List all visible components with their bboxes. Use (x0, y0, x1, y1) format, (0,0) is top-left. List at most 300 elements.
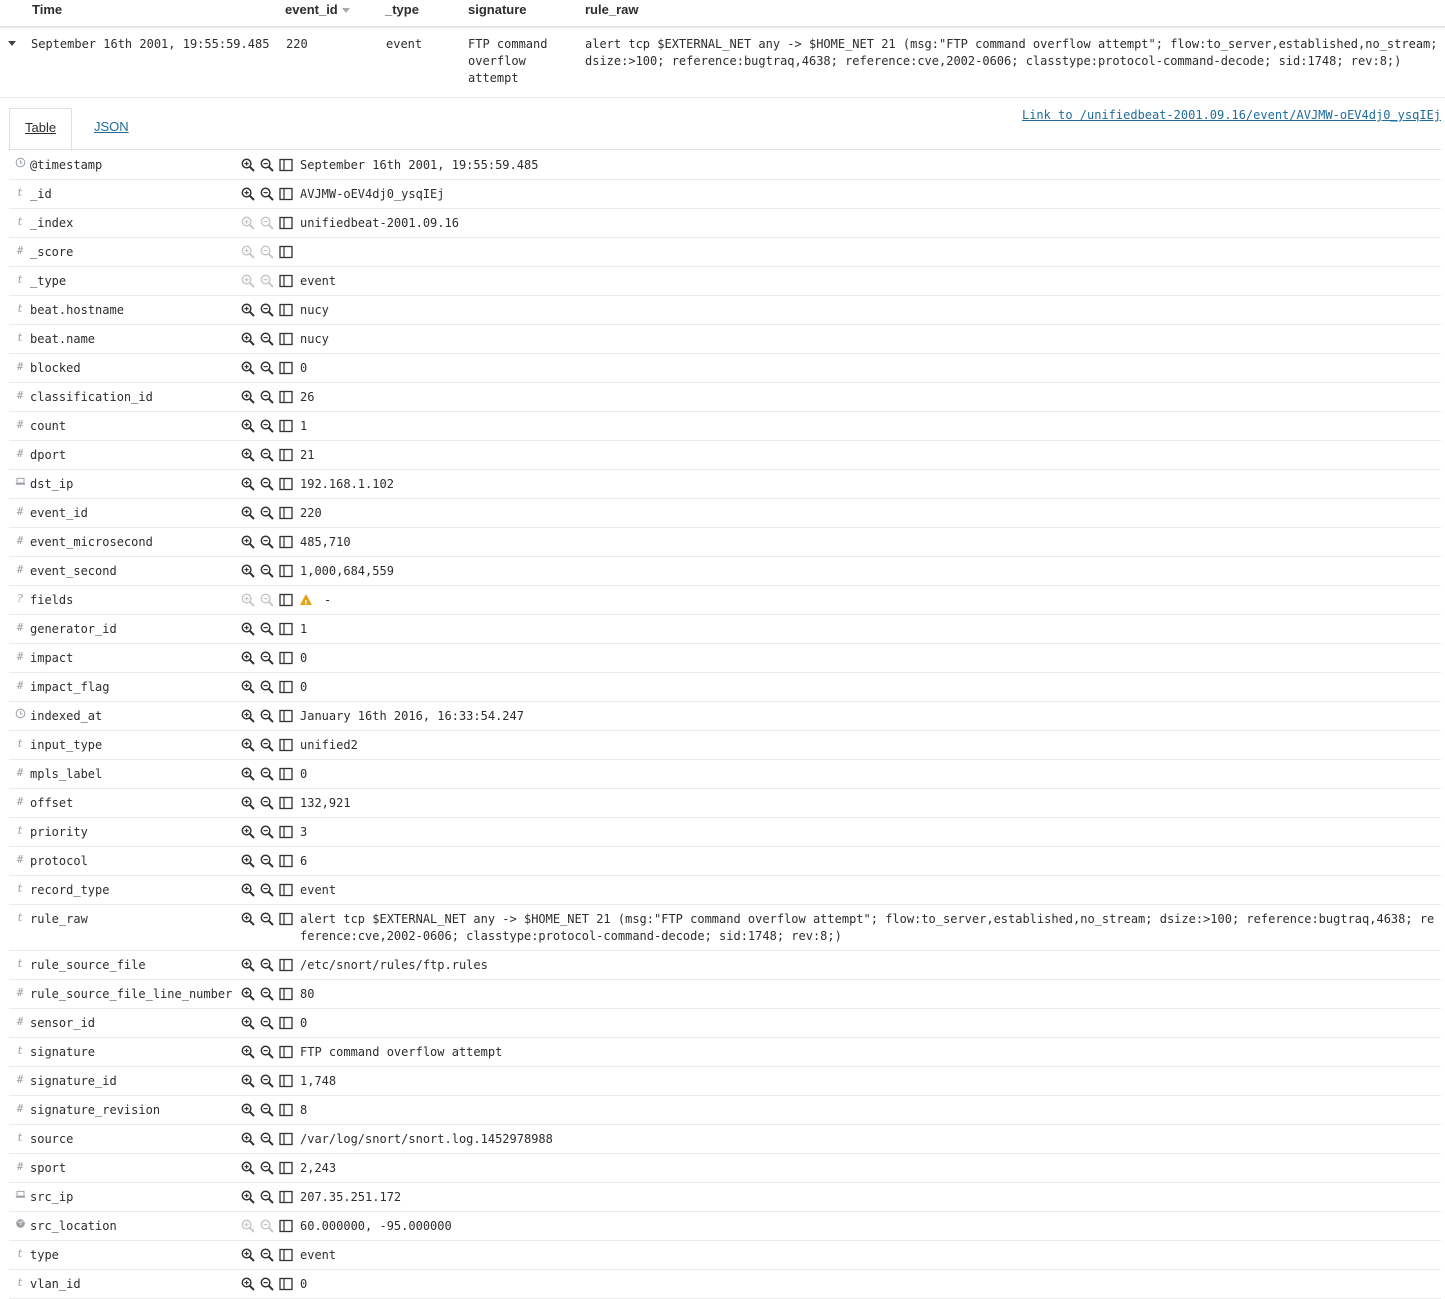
field-value-text: event (300, 883, 337, 897)
toggle-column-icon[interactable] (279, 593, 293, 607)
filter-out-value-icon[interactable] (260, 535, 274, 549)
ip-type-icon (13, 476, 27, 490)
clock-icon (13, 708, 27, 722)
filter-for-value-icon[interactable] (241, 651, 255, 665)
field-name: rule_source_file (30, 958, 146, 972)
document-row[interactable] (0, 27, 1445, 98)
field-value (300, 499, 1441, 527)
field-value-text: /etc/snort/rules/ftp.rules (300, 958, 488, 972)
number-type-icon: # (16, 650, 24, 663)
field-actions (241, 825, 297, 839)
toggle-column-icon[interactable] (279, 854, 293, 868)
filter-for-value-icon[interactable] (241, 564, 255, 578)
filter-for-value-icon[interactable] (241, 912, 255, 926)
field-name: src_ip (30, 1190, 74, 1204)
toggle-column-icon[interactable] (279, 477, 293, 491)
field-value (300, 905, 1441, 950)
toggle-column-icon[interactable] (279, 825, 293, 839)
string-type-icon: t (17, 186, 23, 199)
toggle-column-icon[interactable] (279, 738, 293, 752)
tab-table[interactable]: Table (9, 108, 72, 151)
field-row (9, 1038, 1441, 1067)
field-value-text: event (300, 1248, 337, 1262)
field-row (9, 586, 1441, 615)
string-type-icon: t (17, 911, 23, 924)
field-actions (241, 303, 297, 317)
field-value (300, 383, 1441, 411)
field-row (9, 1096, 1441, 1125)
field-row (9, 1270, 1441, 1299)
field-name: event_microsecond (30, 535, 153, 549)
document-time: September 16th 2001, 19:55:59.485 (31, 37, 270, 51)
toggle-column-icon[interactable] (279, 332, 293, 346)
filter-out-value-icon[interactable] (260, 1103, 274, 1117)
filter-for-value-icon[interactable] (241, 1045, 255, 1059)
field-value-text: 220 (300, 506, 322, 520)
number-type-icon: # (16, 986, 24, 999)
field-actions (241, 1277, 297, 1291)
filter-for-value-icon[interactable] (241, 448, 255, 462)
toggle-column-icon[interactable] (279, 245, 293, 259)
column-header-signature[interactable]: signature (468, 2, 527, 17)
filter-out-value-icon[interactable] (260, 825, 274, 839)
filter-for-value-icon[interactable] (241, 1016, 255, 1030)
field-name: beat.name (30, 332, 96, 346)
field-row (9, 818, 1441, 847)
field-row (9, 209, 1441, 238)
filter-for-value-icon[interactable] (241, 187, 255, 201)
filter-out-value-icon[interactable] (260, 506, 274, 520)
number-type-icon: # (16, 679, 24, 692)
filter-for-value-icon[interactable] (241, 506, 255, 520)
filter-out-value-icon[interactable] (260, 1277, 274, 1291)
filter-for-value-icon[interactable] (241, 738, 255, 752)
filter-for-value-icon[interactable] (241, 1132, 255, 1146)
field-value-text: 0 (300, 1277, 308, 1291)
filter-out-value-icon[interactable] (260, 419, 274, 433)
column-header-event-id[interactable] (285, 2, 350, 17)
filter-for-value-icon[interactable] (241, 825, 255, 839)
document-event-id: 220 (286, 37, 308, 51)
field-value (300, 876, 1441, 904)
number-type-icon: # (16, 534, 24, 547)
field-name: generator_id (30, 622, 117, 636)
field-name: dport (30, 448, 67, 462)
field-row (9, 673, 1441, 702)
sort-caret-icon[interactable] (342, 8, 350, 13)
field-value (300, 1154, 1441, 1182)
field-row (9, 296, 1441, 325)
field-value (300, 296, 1441, 324)
toggle-column-icon[interactable] (279, 1132, 293, 1146)
toggle-column-icon[interactable] (279, 1045, 293, 1059)
string-type-icon: t (17, 1247, 23, 1260)
field-row (9, 702, 1441, 731)
field-name: sport (30, 1161, 67, 1175)
filter-out-value-icon[interactable] (260, 187, 274, 201)
field-actions (241, 361, 297, 375)
field-actions (241, 390, 297, 404)
filter-out-value-icon[interactable] (260, 390, 274, 404)
toggle-column-icon[interactable] (279, 1190, 293, 1204)
field-actions (241, 1016, 297, 1030)
filter-out-value-icon[interactable] (260, 1190, 274, 1204)
field-value-text: 2,243 (300, 1161, 337, 1175)
field-name: signature (30, 1045, 96, 1059)
number-type-icon: # (16, 853, 24, 866)
toggle-column-icon[interactable] (279, 680, 293, 694)
field-row (9, 1183, 1441, 1212)
field-name: src_location (30, 1219, 117, 1233)
field-value-text: - (324, 593, 332, 607)
filter-out-value-icon[interactable] (260, 448, 274, 462)
toggle-column-icon[interactable] (279, 274, 293, 288)
filter-out-value-icon[interactable] (260, 883, 274, 897)
filter-for-value-icon[interactable] (241, 390, 255, 404)
field-row (9, 951, 1441, 980)
toggle-column-icon[interactable] (279, 912, 293, 926)
field-actions (241, 158, 297, 172)
field-value-text: 3 (300, 825, 308, 839)
field-value (300, 1241, 1441, 1269)
field-value-text: AVJMW-oEV4dj0_ysqIEj (300, 187, 445, 201)
field-value (300, 1009, 1441, 1037)
document-table-header (0, 0, 1445, 28)
field-value-text: 207.35.251.172 (300, 1190, 402, 1204)
filter-out-value-icon[interactable] (260, 854, 274, 868)
field-row (9, 499, 1441, 528)
filter-for-value-icon (241, 245, 255, 259)
filter-for-value-icon[interactable] (241, 883, 255, 897)
filter-out-value-icon[interactable] (260, 987, 274, 1001)
toggle-column-icon[interactable] (279, 506, 293, 520)
unknown-type-icon: ? (17, 592, 23, 605)
column-header-event-id-label: event_id (285, 2, 338, 17)
filter-for-value-icon[interactable] (241, 1190, 255, 1204)
field-name: event_second (30, 564, 117, 578)
toggle-column-icon[interactable] (279, 987, 293, 1001)
field-value (300, 528, 1441, 556)
field-actions (241, 1132, 297, 1146)
field-actions (241, 448, 297, 462)
field-name: _score (30, 245, 74, 259)
filter-out-value-icon[interactable] (260, 912, 274, 926)
field-value-text: event (300, 274, 337, 288)
field-value-text: alert tcp $EXTERNAL_NET any -> $HOME_NET 21 (msg:"FTP command overflow attempt"; flow:to_server,established,no_stream; dsize:>100; reference:bugtraq,4638; reference:cve,2002-0606; classtype:protocol-command-decode; sid:1748; rev:8;) (300, 912, 1435, 943)
document-rule-raw: alert tcp $EXTERNAL_NET any -> $HOME_NET 21 (msg:"FTP command overflow attempt"; flow:to_server,established,no_stream; dsize:>100; reference:bugtraq,4638; reference:cve,2002-0606; classtype:protocol-command-decode; sid:1748; rev:8;) (585, 37, 1438, 68)
toggle-column-icon[interactable] (279, 390, 293, 404)
filter-out-value-icon[interactable] (260, 158, 274, 172)
string-type-icon: t (17, 331, 23, 344)
field-actions (241, 1074, 297, 1088)
field-row (9, 615, 1441, 644)
string-type-icon: t (17, 824, 23, 837)
field-name: source (30, 1132, 74, 1146)
toggle-column-icon[interactable] (279, 651, 293, 665)
number-type-icon: # (16, 795, 24, 808)
field-name: beat.hostname (30, 303, 124, 317)
filter-out-value-icon[interactable] (260, 1074, 274, 1088)
filter-out-value-icon[interactable] (260, 1132, 274, 1146)
filter-for-value-icon[interactable] (241, 680, 255, 694)
toggle-column-icon[interactable] (279, 158, 293, 172)
toggle-column-icon[interactable] (279, 1016, 293, 1030)
field-table (9, 151, 1441, 1299)
filter-for-value-icon[interactable] (241, 332, 255, 346)
field-value (300, 470, 1441, 498)
field-actions (241, 1161, 297, 1175)
field-value-text: 26 (300, 390, 315, 404)
toggle-column-icon[interactable] (279, 1161, 293, 1175)
field-name: signature_id (30, 1074, 117, 1088)
filter-out-value-icon[interactable] (260, 1045, 274, 1059)
filter-out-value-icon[interactable] (260, 1161, 274, 1175)
column-header-time[interactable]: Time (32, 2, 63, 17)
field-value-text: FTP command overflow attempt (300, 1045, 503, 1059)
toggle-column-icon[interactable] (279, 1074, 293, 1088)
field-row (9, 412, 1441, 441)
filter-out-value-icon[interactable] (260, 477, 274, 491)
toggle-column-icon[interactable] (279, 187, 293, 201)
field-name: rule_raw (30, 912, 88, 926)
toggle-column-icon[interactable] (279, 1103, 293, 1117)
toggle-column-icon[interactable] (279, 419, 293, 433)
field-actions (241, 796, 297, 810)
number-type-icon: # (16, 621, 24, 634)
field-value (300, 615, 1441, 643)
filter-out-value-icon[interactable] (260, 651, 274, 665)
filter-for-value-icon[interactable] (241, 1103, 255, 1117)
field-row (9, 383, 1441, 412)
filter-out-value-icon[interactable] (260, 738, 274, 752)
field-value (300, 1038, 1441, 1066)
field-actions (241, 564, 297, 578)
document-link[interactable]: Link to /unifiedbeat-2001.09.16/event/AVJMW-oEV4dj0_ysqIEj (1021, 108, 1441, 122)
globe-icon (13, 1218, 27, 1232)
filter-for-value-icon[interactable] (241, 361, 255, 375)
field-name: classification_id (30, 390, 153, 404)
toggle-column-icon[interactable] (279, 958, 293, 972)
field-actions (241, 535, 297, 549)
toggle-column-icon[interactable] (279, 796, 293, 810)
toggle-column-icon[interactable] (279, 883, 293, 897)
number-type-icon: # (16, 505, 24, 518)
number-type-icon: # (16, 360, 24, 373)
field-actions (241, 419, 297, 433)
filter-for-value-icon (241, 593, 255, 607)
field-name: priority (30, 825, 88, 839)
warning-icon[interactable] (300, 594, 312, 605)
string-type-icon: t (17, 957, 23, 970)
field-row (9, 1009, 1441, 1038)
filter-for-value-icon[interactable] (241, 303, 255, 317)
field-row (9, 1241, 1441, 1270)
field-value (300, 412, 1441, 440)
field-value (300, 702, 1441, 730)
toggle-column-icon[interactable] (279, 535, 293, 549)
filter-out-value-icon[interactable] (260, 680, 274, 694)
number-type-icon: # (16, 418, 24, 431)
toggle-column-icon[interactable] (279, 1219, 293, 1233)
field-row (9, 731, 1441, 760)
string-type-icon: t (17, 1044, 23, 1057)
field-value (300, 951, 1441, 979)
toggle-column-icon[interactable] (279, 564, 293, 578)
toggle-column-icon[interactable] (279, 1277, 293, 1291)
filter-out-value-icon[interactable] (260, 767, 274, 781)
field-value (300, 151, 1441, 179)
collapse-caret-icon[interactable] (8, 41, 16, 46)
field-actions (241, 274, 297, 288)
filter-out-value-icon[interactable] (260, 303, 274, 317)
document-type: event (386, 37, 423, 51)
filter-out-value-icon (260, 274, 274, 288)
field-value-text: 6 (300, 854, 308, 868)
field-value (300, 760, 1441, 788)
field-value-text: 0 (300, 361, 308, 375)
field-name: _type (30, 274, 67, 288)
field-value-text: 8 (300, 1103, 308, 1117)
filter-out-value-icon[interactable] (260, 1016, 274, 1030)
field-actions (241, 187, 297, 201)
filter-out-value-icon[interactable] (260, 796, 274, 810)
field-actions (241, 883, 297, 897)
field-row (9, 267, 1441, 296)
field-value (300, 586, 1441, 614)
toggle-column-icon[interactable] (279, 709, 293, 723)
filter-for-value-icon[interactable] (241, 796, 255, 810)
number-type-icon: # (16, 1015, 24, 1028)
field-actions (241, 651, 297, 665)
field-actions (241, 958, 297, 972)
filter-for-value-icon[interactable] (241, 1277, 255, 1291)
filter-out-value-icon[interactable] (260, 564, 274, 578)
filter-for-value-icon[interactable] (241, 477, 255, 491)
field-value-text: unified2 (300, 738, 358, 752)
field-row (9, 238, 1441, 267)
number-type-icon: # (16, 447, 24, 460)
filter-out-value-icon (260, 1219, 274, 1233)
filter-for-value-icon[interactable] (241, 709, 255, 723)
filter-for-value-icon (241, 274, 255, 288)
toggle-column-icon[interactable] (279, 622, 293, 636)
filter-for-value-icon (241, 1219, 255, 1233)
column-header-type[interactable]: _type (385, 2, 419, 17)
filter-for-value-icon[interactable] (241, 622, 255, 636)
filter-out-value-icon[interactable] (260, 958, 274, 972)
field-name: count (30, 419, 67, 433)
filter-for-value-icon[interactable] (241, 1161, 255, 1175)
field-value (300, 238, 1441, 249)
field-row (9, 789, 1441, 818)
field-actions (241, 1248, 297, 1262)
filter-out-value-icon[interactable] (260, 1248, 274, 1262)
toggle-column-icon[interactable] (279, 1248, 293, 1262)
field-row (9, 151, 1441, 180)
field-name: @timestamp (30, 158, 103, 172)
field-value (300, 1125, 1441, 1153)
field-value-text: 0 (300, 651, 308, 665)
filter-for-value-icon[interactable] (241, 158, 255, 172)
field-value-text: 485,710 (300, 535, 351, 549)
toggle-column-icon[interactable] (279, 448, 293, 462)
field-name: offset (30, 796, 74, 810)
string-type-icon: t (17, 882, 23, 895)
field-value (300, 1183, 1441, 1211)
string-type-icon: t (17, 1276, 23, 1289)
filter-for-value-icon[interactable] (241, 1248, 255, 1262)
field-row (9, 1125, 1441, 1154)
filter-for-value-icon[interactable] (241, 854, 255, 868)
toggle-column-icon[interactable] (279, 767, 293, 781)
field-row (9, 557, 1441, 586)
field-value-text: 0 (300, 1016, 308, 1030)
field-row (9, 470, 1441, 499)
filter-for-value-icon[interactable] (241, 958, 255, 972)
field-value-text: 1 (300, 419, 308, 433)
field-value (300, 731, 1441, 759)
column-header-rule-raw[interactable]: rule_raw (585, 2, 639, 17)
filter-for-value-icon[interactable] (241, 419, 255, 433)
string-type-icon: t (17, 1131, 23, 1144)
field-name: _id (30, 187, 52, 201)
field-name: record_type (30, 883, 110, 897)
field-value (300, 267, 1441, 295)
filter-for-value-icon[interactable] (241, 535, 255, 549)
filter-out-value-icon[interactable] (260, 709, 274, 723)
field-row (9, 1067, 1441, 1096)
field-value-text: 80 (300, 987, 315, 1001)
field-row (9, 180, 1441, 209)
filter-for-value-icon[interactable] (241, 767, 255, 781)
tab-json[interactable]: JSON (94, 119, 129, 134)
toggle-column-icon[interactable] (279, 303, 293, 317)
field-actions (241, 912, 297, 926)
field-value (300, 1270, 1441, 1298)
field-row (9, 528, 1441, 557)
filter-for-value-icon[interactable] (241, 1074, 255, 1088)
field-value-text: nucy (300, 303, 329, 317)
field-value (300, 847, 1441, 875)
field-name: type (30, 1248, 59, 1262)
field-value-text: 0 (300, 680, 308, 694)
string-type-icon: t (17, 302, 23, 315)
field-actions (241, 216, 297, 230)
number-type-icon: # (16, 1073, 24, 1086)
field-row (9, 980, 1441, 1009)
field-row (9, 1154, 1441, 1183)
filter-out-value-icon[interactable] (260, 622, 274, 636)
field-actions (241, 593, 297, 607)
field-row (9, 325, 1441, 354)
filter-out-value-icon[interactable] (260, 361, 274, 375)
filter-for-value-icon[interactable] (241, 987, 255, 1001)
field-value-text: 1,748 (300, 1074, 337, 1088)
field-row (9, 644, 1441, 673)
field-value (300, 818, 1441, 846)
filter-out-value-icon[interactable] (260, 332, 274, 346)
field-name: dst_ip (30, 477, 74, 491)
toggle-column-icon[interactable] (279, 216, 293, 230)
field-row (9, 441, 1441, 470)
toggle-column-icon[interactable] (279, 361, 293, 375)
field-actions (241, 987, 297, 1001)
number-type-icon: # (16, 563, 24, 576)
field-actions (241, 767, 297, 781)
number-type-icon: # (16, 1160, 24, 1173)
field-row (9, 354, 1441, 383)
field-value (300, 1212, 1441, 1240)
